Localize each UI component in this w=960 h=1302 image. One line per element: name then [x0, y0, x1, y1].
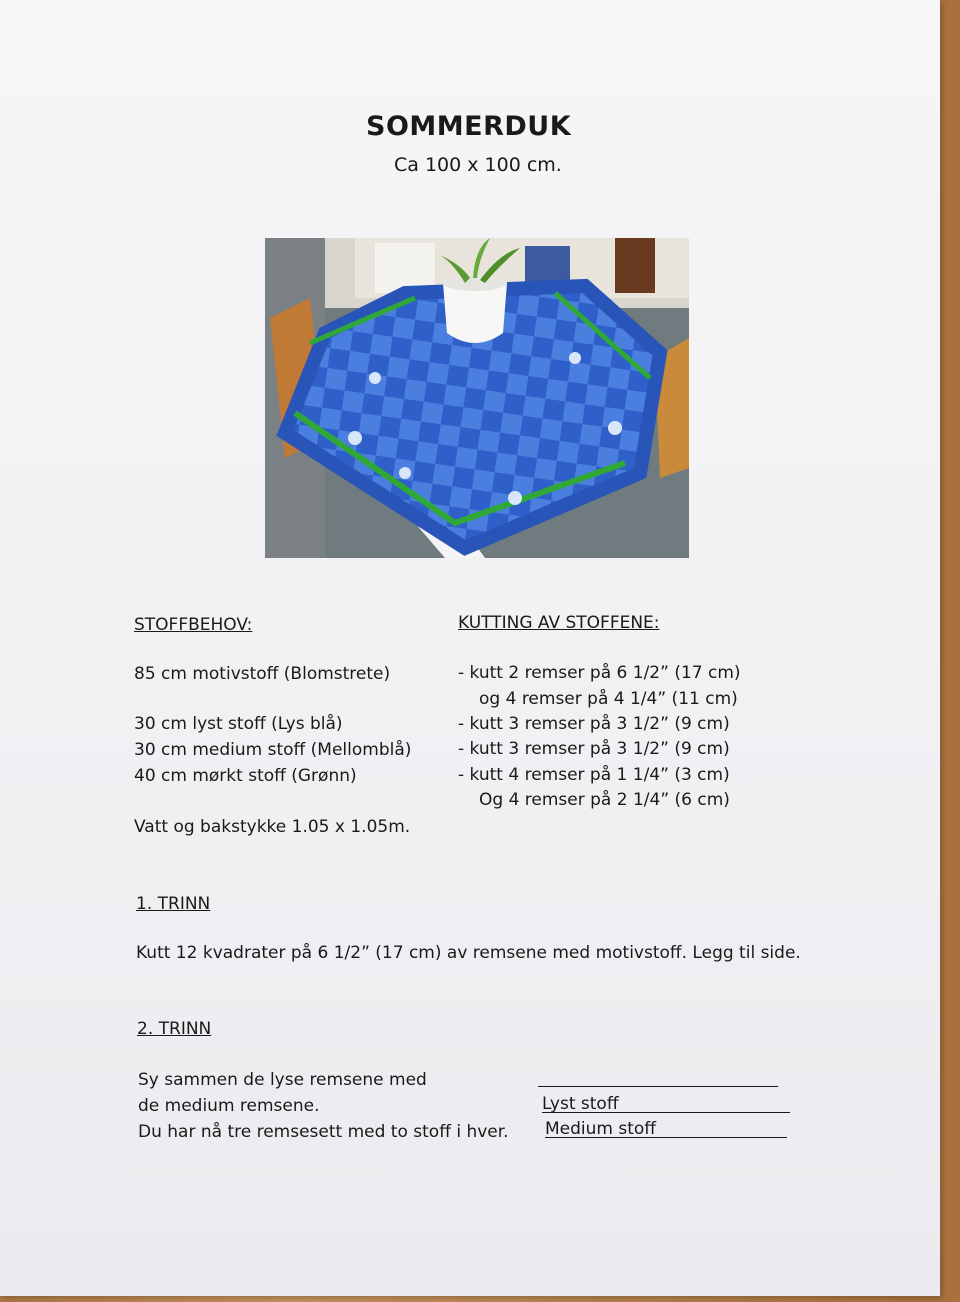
- page-subtitle: Ca 100 x 100 cm.: [394, 154, 562, 176]
- strip-label-medium: Medium stoff: [545, 1119, 657, 1139]
- strip-diagram-line: [542, 1112, 790, 1113]
- material-line: 40 cm mørkt stoff (Grønn): [134, 766, 357, 786]
- strip-diagram-line: [545, 1137, 787, 1138]
- material-line: Vatt og bakstykke 1.05 x 1.05m.: [134, 817, 411, 837]
- cutting-line: - kutt 2 remser på 6 1/2” (17 cm): [458, 663, 741, 683]
- material-line: 30 cm lyst stoff (Lys blå): [134, 714, 343, 734]
- cutting-line: - kutt 3 remser på 3 1/2” (9 cm): [458, 714, 730, 734]
- strip-label-light: Lyst stoff: [542, 1094, 619, 1114]
- cutting-line: - kutt 4 remser på 1 1/4” (3 cm): [458, 765, 730, 785]
- step2-heading: 2. TRINN: [137, 1019, 212, 1039]
- material-line: 85 cm motivstoff (Blomstrete): [134, 664, 391, 684]
- cutting-heading: KUTTING AV STOFFENE:: [458, 613, 660, 633]
- materials-heading: STOFFBEHOV:: [134, 615, 253, 635]
- step2-line: de medium remsene.: [138, 1096, 320, 1116]
- step2-line: Sy sammen de lyse remsene med: [138, 1070, 427, 1090]
- material-line: 30 cm medium stoff (Mellomblå): [134, 740, 412, 760]
- step2-line: Du har nå tre remsesett med to stoff i hver.: [138, 1122, 509, 1142]
- step1-text: Kutt 12 kvadrater på 6 1/2” (17 cm) av remsene med motivstoff. Legg til side.: [136, 943, 801, 963]
- cutting-line: Og 4 remser på 2 1/4” (6 cm): [479, 790, 730, 810]
- tablecloth-photo: [265, 238, 689, 558]
- tablecloth-photo-icon: [265, 238, 689, 558]
- page-title: SOMMERDUK: [366, 111, 572, 142]
- cutting-line: og 4 remser på 4 1/4” (11 cm): [479, 689, 738, 709]
- step1-heading: 1. TRINN: [136, 894, 211, 914]
- strip-diagram-line: [538, 1086, 778, 1087]
- cutting-line: - kutt 3 remser på 3 1/2” (9 cm): [458, 739, 730, 759]
